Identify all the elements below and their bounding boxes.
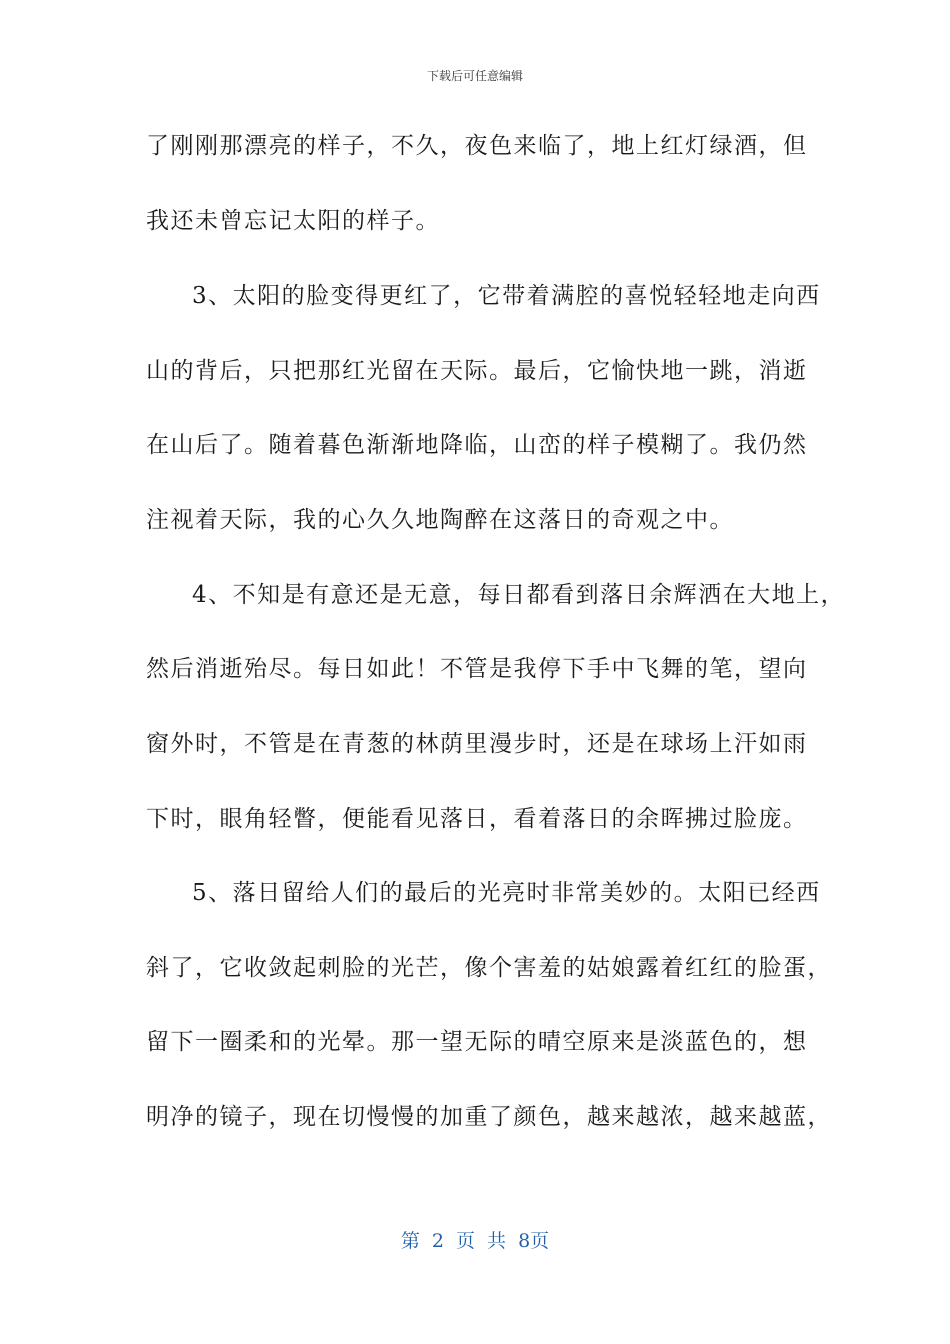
text-line: 留下一圈柔和的光晕。那一望无际的晴空原来是淡蓝色的，想 — [146, 1029, 808, 1055]
text-line: 下时，眼角轻瞥，便能看见落日，看着落日的余晖拂过脸庞。 — [146, 806, 808, 832]
text-line: 了刚刚那漂亮的样子，不久，夜色来临了，地上红灯绿酒，但 — [146, 133, 808, 159]
text-line: 窗外时，不管是在青葱的林荫里漫步时，还是在球场上汗如雨 — [146, 731, 808, 757]
text-line: 山的背后，只把那红光留在天际。最后，它愉快地一跳，消逝 — [146, 358, 808, 384]
paragraph-5-start: 5、落日留给人们的最后的光亮时非常美妙的。太阳已经西 — [192, 880, 821, 906]
text-line: 在山后了。随着暮色渐渐地降临，山峦的样子模糊了。我仍然 — [146, 432, 808, 458]
page-number-footer: 第 2 页 共 8页 — [400, 1230, 550, 1252]
page-header: 下载后可任意编辑 — [426, 69, 523, 83]
paragraph-4-start: 4、不知是有意还是无意，每日都看到落日余辉洒在大地上， — [192, 582, 846, 608]
text-line: 斜了，它收敛起刺脸的光芒，像个害羞的姑娘露着红红的脸蛋， — [146, 955, 832, 981]
text-line: 注视着天际，我的心久久地陶醉在这落日的奇观之中。 — [146, 507, 734, 533]
text-line: 明净的镜子，现在切慢慢的加重了颜色，越来越浓，越来越蓝， — [146, 1104, 832, 1130]
text-line: 我还未曾忘记太阳的样子。 — [146, 208, 440, 234]
text-line: 然后消逝殆尽。每日如此！不管是我停下手中飞舞的笔，望向 — [146, 656, 808, 682]
paragraph-3-start: 3、太阳的脸变得更红了，它带着满腔的喜悦轻轻地走向西 — [192, 283, 821, 309]
